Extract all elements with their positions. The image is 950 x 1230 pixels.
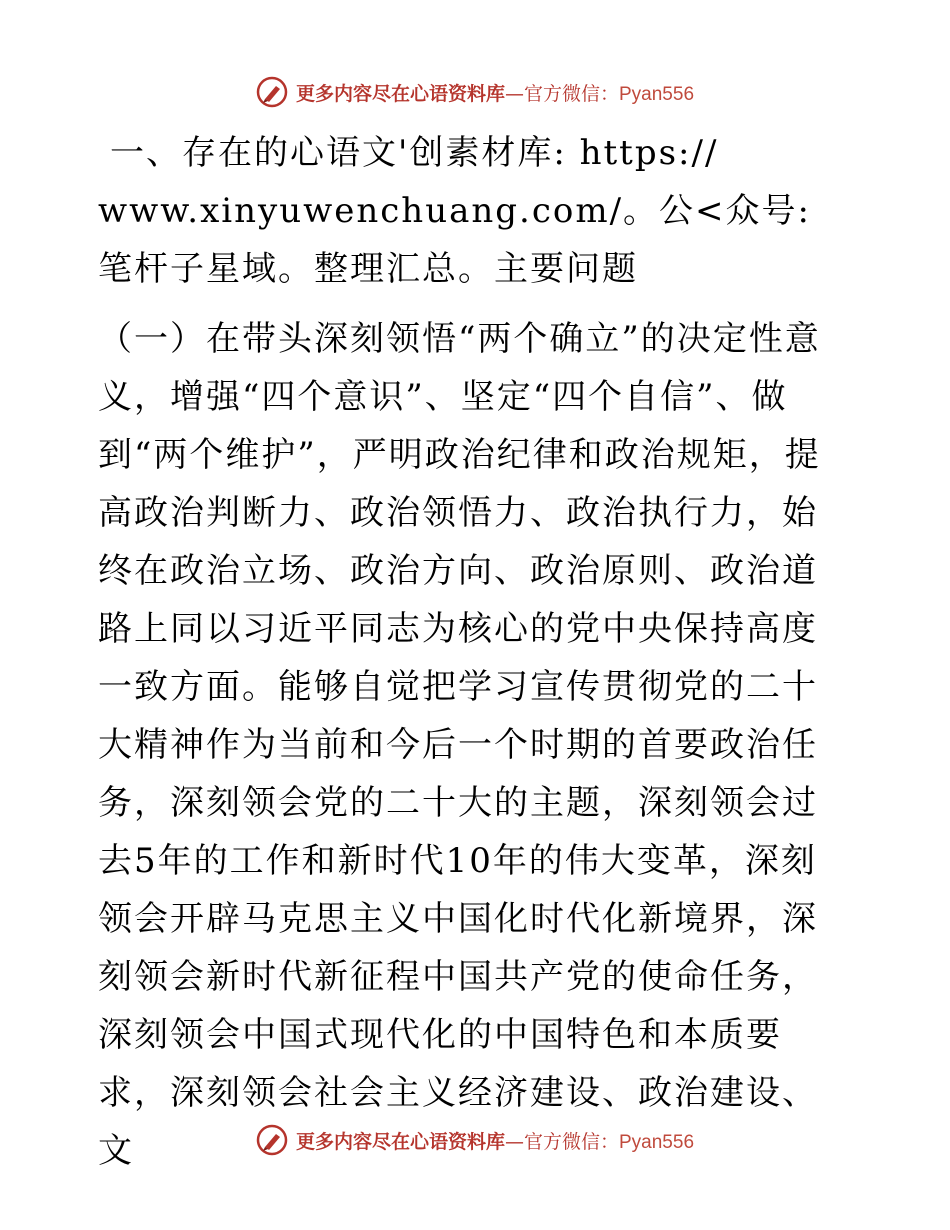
watermark-id: Pyan556 (619, 83, 695, 105)
watermark-sub: 官方微信： (523, 82, 619, 105)
watermark-main: 更多内容尽在心语资料库 (295, 1130, 505, 1153)
heading-paragraph: 一、存在的心语文'创素材库: https:// www.xinyuwenchuang.com/。公<众号: 笔杆子星域。整理汇总。主要问题 (98, 133, 811, 289)
section-paragraph: （一）在带头深刻领悟“两个确立”的决定性意义，增强“四个意识”、坚定“四个自信”、做到“两个维护”，严明政治纪律和政治规矩，提高政治判断力、政治领悟力、政治执行力，始终在政治立场、政治方向、政治原则、政治道路上同以习近平同志为核心的党中央保持高度一致方面。能够自觉把学习宣传贯彻党的二十大精神作为当前和今后一个时期的首要政治任务，深刻领会党的二十大的主题，深刻领会过去5年的工作和新时代10年的伟大变革，深刻领会开辟马克思主义中国化时代化新境界，深刻领会新时代新征程中国共产党的使命任务，深刻领会中国式现代化的中国特色和本质要求，深刻领会社会主义经济建设、政治建设、文 (98, 319, 821, 1171)
watermark-header (0, 72, 950, 112)
watermark-dash: — (504, 82, 524, 105)
watermark-text (296, 79, 694, 106)
pen-logo-icon (256, 76, 288, 108)
pen-logo-icon (256, 1124, 288, 1156)
document-body (98, 124, 850, 1180)
watermark-text (296, 1127, 694, 1154)
watermark-main: 更多内容尽在心语资料库 (295, 82, 505, 105)
watermark-sub: 官方微信： (523, 1130, 619, 1153)
watermark-footer (0, 1120, 950, 1160)
watermark-id: Pyan556 (619, 1131, 695, 1153)
watermark-dash: — (504, 1130, 524, 1153)
